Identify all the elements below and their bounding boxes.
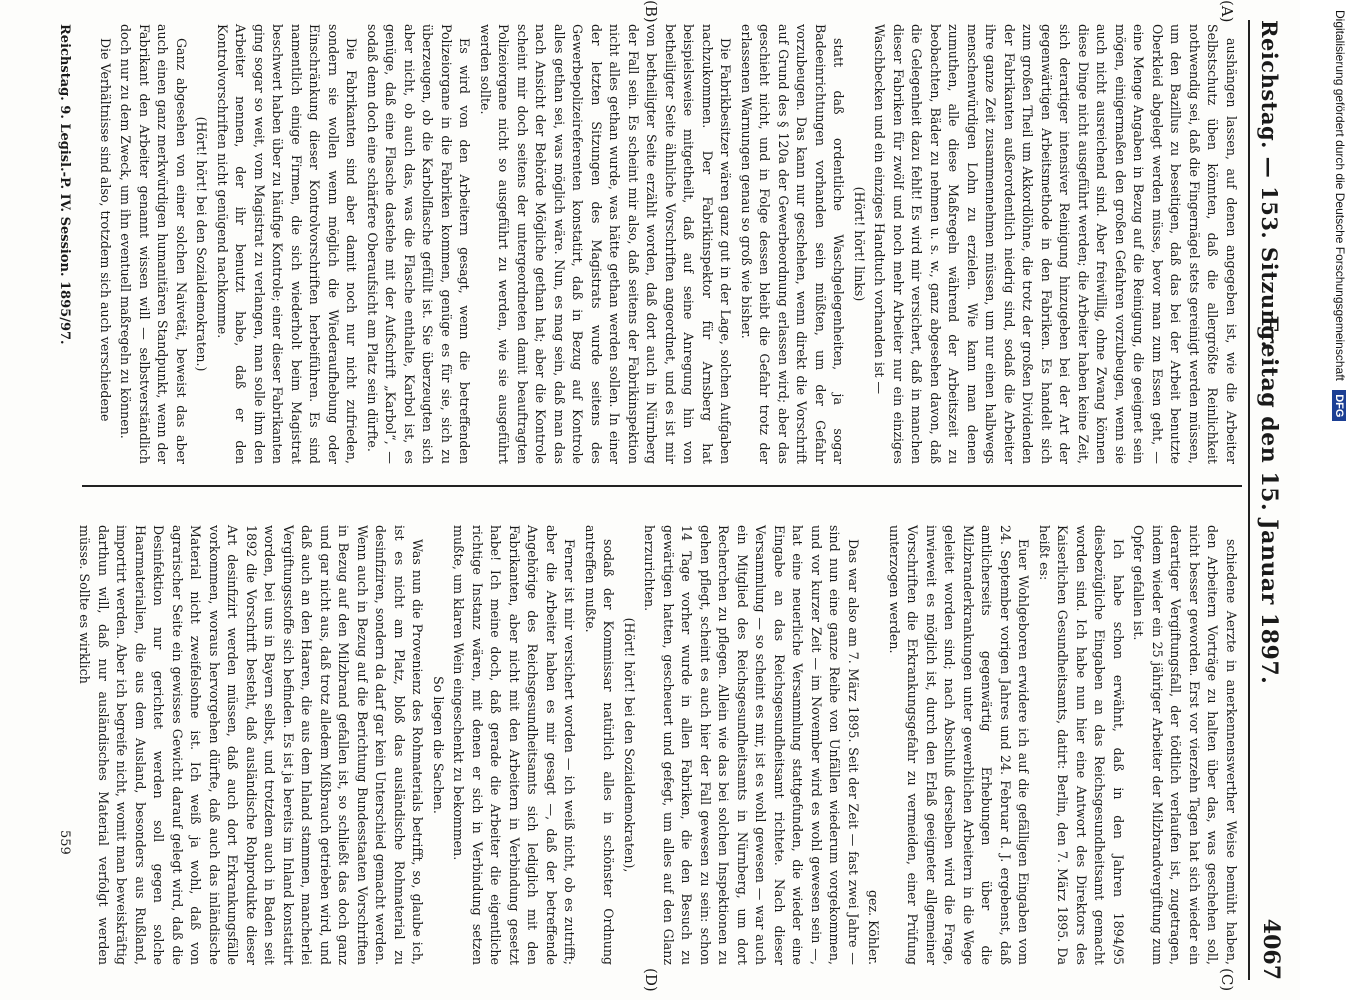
paragraph: Die Fabrikanten sind aber damit noch nur nicht zufrieden, sondern sie wollen wenn möglich die Wiederaufhebung oder Einschränkung dieser Kontrolvorschriften herbeiführen. Es sind namentlich einige Firmen, die sich wiederholt beim Magistrat beschwert haben über zu häufige Kontrole; einer dieser Fabrikanten ging sogar so weit, vom Magistrat zu verlangen, man solle ihm den Arbeiter nennen, der ihr benutzt habe, daß er den Kontrolvorschriften nicht genügend nachkomme. <box>215 24 360 464</box>
column-rule <box>82 485 1242 487</box>
paragraph: So liegen die Sachen. <box>431 676 446 814</box>
paragraph: Ich habe schon erwähnt, daß in den Jahren 1894/95 diesbezügliche Eingaben an das Reichsgesundheitsamt gemacht worden sind. Ich habe nun hier eine Antwort des Direktors des Kaiserlichen Gesundheitsamts, datirt: Berlin, den 7. März 1895. Da heißt es: <box>1037 525 1126 965</box>
signature: gez. Köhler. <box>866 889 882 965</box>
paragraph: Ferner ist mir versichert worden — ich weiß nicht, ob es zutrifft; aber die Arbeiter haben es mir gesagt —, daß der betreffende Angehörige des Reichsgesundheitsamts sich lediglich mit den Fabrikanten, aber nicht mit den Arbeitern in Verbindung gesetzt habe! Ich meine doch, daß gerade die Arbeiter die eigentliche richtige Instanz wären, mit denen er sich in Verbindung setzen mußte, um klaren Wein eingeschenkt zu bekommen. <box>451 525 578 965</box>
paragraph: Es wird von den Arbeitern gesagt, wenn die betreffenden Polizeiorgane in die Fabriken kommen, genüge es für sie, sich zu überzeugen, ob die Karbolflasche gefüllt ist. Sie überzeugten sich aber nicht, ob auch das, was die Flasche enthalte, Karbol ist, es genüge, daß eine Flasche dastehe mit der Aufschrift „Karbol“, — sodaß denn doch eine schärfere Oberaufsicht am Platz sein dürfte. <box>365 24 473 464</box>
interjection: (Hört! hört! bei den Sozialdemokraten.) <box>194 116 210 372</box>
paragraph: sodaß der Kommissar natürlich alles in schönster Ordnung antreffen mußte. <box>583 525 617 965</box>
credit-text: Digitalisierung gefördert durch die Deutsche Forschungsgemeinschaft <box>1333 10 1347 381</box>
margin-marker-a: (A) <box>1218 0 1236 23</box>
left-column <box>90 24 1240 464</box>
page-number: 4067 <box>1258 918 1284 980</box>
margin-marker-c: (C) <box>1218 968 1236 992</box>
interjection: (Hört! hört! links) <box>852 186 867 302</box>
right-column <box>77 525 1240 965</box>
paragraph: Die Verhältnisse sind also, trotzdem sich auch verschiedene <box>98 38 113 422</box>
digitization-credit <box>1317 10 1347 990</box>
footer-session: Reichstag. 9. Legisl.-P. IV. Session. 1895/97. <box>57 24 72 345</box>
paragraph: statt daß ordentliche Waschgelegenheiten, ja sogar Badeeinrichtungen vorhanden sein müßten, um der Gefahr vorzubeugen. Das kann nur geschehen, wenn direkt die Vorschrift auf Grund des § 120a der Gewerbeordnung erlassen wird; aber das geschieht nicht, und in Folge dessen bleibt die Gefahr trotz der erlassenen Warnungen genau so groß wie bisher. <box>739 24 847 464</box>
margin-marker-b: (B) <box>642 0 660 23</box>
paragraph: Was nun die Provenienz des Rohmaterials betrifft, so, glaube ich, ist es nicht am Platz, bloß das ausländische Rohmaterial zu desinfiziren, sondern da darf gar kein Unterschied gemacht werden. Wenn auch in Bezug auf die Berichtung Bundesstaaten Vorschriften in Bezug auf den Milzbrand gefallen ist, so schließt das doch ganz und gar nicht aus, daß trotz alledem Mißbrauch getrieben wird, und daß auch an den Haaren, die aus dem Inland stammen, mancherlei Vergiftungsstoffe sich befinden. Es ist ja bereits im Inland konstatirt worden, bei uns in Bayern selbst, und trotzdem auch in Baden seit 1892 die Vorschrift besteht, daß ausländische Rohprodukte dieser Art desinfizirt werden müssen, daß auch dort Erkrankungsfälle vorkommen, woraus hervorgehen dürfte, daß auch das inländische Material nicht zweifelsohne ist. Ich weiß ja wohl, daß von agrarischer Seite ein gewisses Gewicht darauf gelegt wird, daß die Desinfektion nur gerichtet werden soll gegen solche Haarmaterialien, die aus dem Ausland, besonders aus Rußland, importirt werden. Aber ich begreife nicht, womit man beweiskräftig darthun will, daß nur ausländisches Material verfolgt werden müsse. Sollte es wirklich <box>77 525 426 965</box>
printer-signum: 559 <box>57 830 72 855</box>
quoted-letter: Euer Wohlgeboren erwidere ich auf die gefälligen Eingaben vom 24. September vorigen Jahres und 24. Februar d. J. ergebenst, daß amtlicherseits gegenwärtig Erhebungen über die Milzbranderkrankungen unter gewerblichen Arbeitern in die Wege geleitet worden sind; nach Abschluß derselben wird die Frage, inwieweit es möglich ist, durch den Erlaß geeigneter allgemeiner Vorschriften die Erkrankungsgefahr zu vermeiden, einer Prüfung unterzogen werden. <box>887 525 1032 965</box>
paragraph: aushängen lassen, auf denen angegeben ist, wie die Arbeiter Selbstschutz üben könnten, daß die allergrößte Reinlichkeit nothwendig sei, daß die Fingernägel stets gereinigt werden müssen, um den Bazillus zu beseitigen, daß das bei der Arbeit benutzte Oberkleid abgelegt werden müsse, bevor man zum Essen geht, — eine Menge Angaben in Bezug auf die Reinigung, die geeignet sein mögen, einigermaßen den großen Gefahren vorzubeugen, wenn sie auch nicht ausreichend sind. Aber freiwillig, ohne Zwang können diese Dinge nicht ausgeführt werden; die Arbeiter haben keine Zeit, sich derartiger intensiver Reinigung hinzugeben bei der Art der gegenwärtigen Arbeitsmethode in den Fabriken. Es handelt sich zum großen Theil um Akkordlöhne, die trotz der großen Dividenden der Fabrikanten außerordentlich niedrig sind, sodaß die Arbeiter ihre ganze Zeit zusammennehmen müssen, um nur einen halbwegs menschenwürdigen Lohn zu erzielen. Wie kann man denen zumuthen, alle diese Maßregeln während der Arbeitszeit zu beobachten, Bäder zu nehmen u. s. w., ganz abgesehen davon, daß die Gelegenheit dazu fehlt! Es wird mir versichert, daß in manchen dieser Fabriken für zwölf und noch mehr Arbeiter nur ein einziges Waschbecken und ein einziges Handtuch vorhanden ist — <box>872 24 1239 464</box>
dfg-logo: DFG <box>1332 390 1346 421</box>
interjection: (Hört! hört! bei den Sozialdemokraten), <box>622 617 637 873</box>
header-left: Reichstag. — 153. Sitzung. <box>1257 20 1282 349</box>
header-date: Freitag den 15. Januar 1897. <box>1256 315 1282 685</box>
paragraph: Die Fabrikbesitzer wären ganz gut in der Lage, solchen Aufgaben nachzukommen. Der Fabrikinspektor für Arnsberg hat beispielsweise mitgetheilt, daß auf seine Anregung hin von betheiligter Seite ähnliche Vorschriften angeordnet, und es ist mir von betheiligter Seite erzählt worden, daß dort auch in Nürnberg der Fall sein. Es scheint mir also, daß seitens der Fabrikinspektion nicht alles gethan wurde, was hätte gethan werden sollen. In einer der letzten Sitzungen des Magistrats wurde seitens des Gewerbepolizeireferenten konstatirt, daß in Bezug auf Kontrole alles gethan sei, was möglich wäre. Nun, es mag sein, daß man das nach Ansicht der Behörde Mögliche gethan hat; aber die Kontrole scheint mir doch seitens der untergeordneten damit beauftragten Polizeiorgane nicht so ausgeführt zu werden, wie sie ausgeführt werden sollte. <box>478 24 734 464</box>
margin-marker-d: (D) <box>642 968 660 992</box>
paragraph: Das war also am 7. März 1895. Seit der Zeit — fast zwei Jahre — sind nun eine ganze Reihe von Unfällen wiederum vorgekommen, und vor kurzer Zeit — im November wird es wohl gewesen sein —, hat eine neuerliche Versammlung stattgefunden, die wieder eine Eingabe an das Reichsgesundheitsamt richtete. Nach dieser Versammlung — so scheint es mir, ist es wohl gewesen — war auch ein Mitglied des Reichsgesundheitsamts in Nürnberg, um dort Recherchen zu pflegen. Allein wie das bei solchen Inspektionen zu gehen pflegt, scheint es auch hier der Fall gewesen zu sein: schon 14 Tage vorher wurde in allen Fabriken, die den Besuch zu gewärtigen hatten, gescheuert und gefegt, um alles auf den Glanz herzurichten. <box>642 525 861 965</box>
header-rule <box>1249 20 1251 980</box>
paragraph: Ganz abgesehen von einer solchen Naivetät, beweist das aber auch einen ganz merkwürdigen humanitären Standpunkt, wenn der Fabrikant den Arbeiter genannt wissen will — selbstverständlich doch nur zu dem Zweck, um ihn eventuell maßregeln zu können. <box>118 24 189 464</box>
paragraph: schiedene Aerzte in anerkennenswerther Weise bemüht haben, den Arbeitern Vorträge zu halten über das, was geschehen soll, nicht besser geworden. Erst vor vierzehn Tagen hat sich wieder ein derartiger Vergiftungsfall, der tödtlich verlaufen ist, zugetragen, indem wieder ein 25 jähriger Arbeiter der Milzbrandvergiftung zum Opfer gefallen ist. <box>1131 525 1239 965</box>
